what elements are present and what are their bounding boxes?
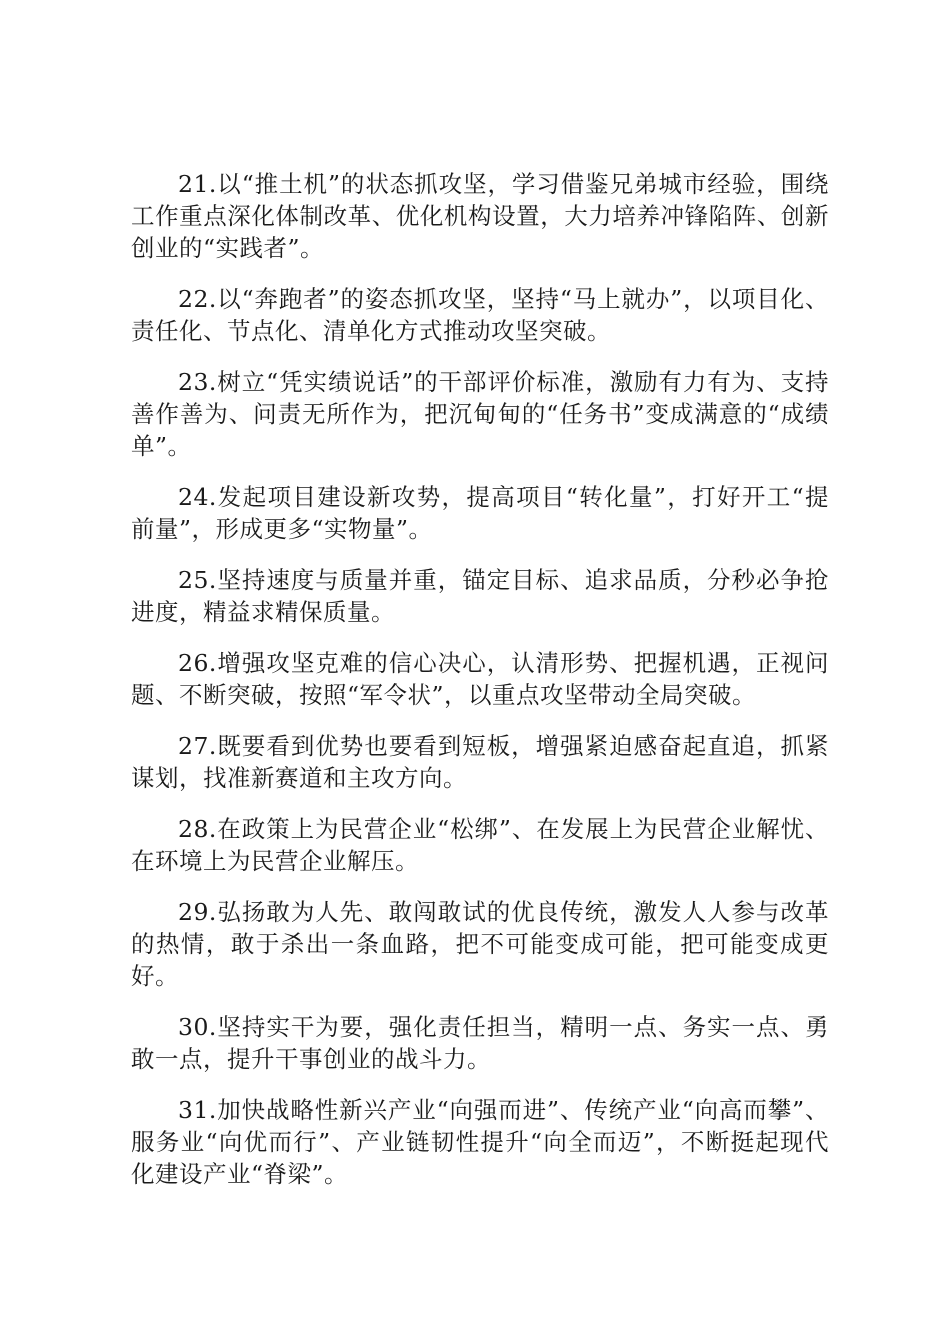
- document-body: [131, 168, 829, 1209]
- paragraph-27: 27.既要看到优势也要看到短板，增强紧迫感奋起直追，抓紧谋划，找准新赛道和主攻方向。: [131, 732, 829, 792]
- paragraph-31: 31.加快战略性新兴产业“向强而进”、传统产业“向高而攀”、服务业“向优而行”、产业链韧性提升“向全而迈”，不断挺起现代化建设产业“脊梁”。: [131, 1096, 829, 1188]
- paragraph-22: 22.以“奔跑者”的姿态抓攻坚，坚持“马上就办”，以项目化、责任化、节点化、清单化方式推动攻坚突破。: [131, 285, 829, 345]
- paragraph-24: 24.发起项目建设新攻势，提高项目“转化量”，打好开工“提前量”，形成更多“实物量”。: [131, 483, 829, 543]
- paragraph-23: 23.树立“凭实绩说话”的干部评价标准，激励有力有为、支持善作善为、问责无所作为，把沉甸甸的“任务书”变成满意的“成绩单”。: [131, 368, 829, 460]
- paragraph-29: 29.弘扬敢为人先、敢闯敢试的优良传统，激发人人参与改革的热情，敢于杀出一条血路，把不可能变成可能，把可能变成更好。: [131, 898, 829, 990]
- paragraph-25: 25.坚持速度与质量并重，锚定目标、追求品质，分秒必争抢进度，精益求精保质量。: [131, 566, 829, 626]
- paragraph-30: 30.坚持实干为要，强化责任担当，精明一点、务实一点、勇敢一点，提升干事创业的战斗力。: [131, 1013, 829, 1073]
- paragraph-26: 26.增强攻坚克难的信心决心，认清形势、把握机遇，正视问题、不断突破，按照“军令状”，以重点攻坚带动全局突破。: [131, 649, 829, 709]
- paragraph-21: 21.以“推土机”的状态抓攻坚，学习借鉴兄弟城市经验，围绕工作重点深化体制改革、优化机构设置，大力培养冲锋陷阵、创新创业的“实践者”。: [131, 170, 829, 262]
- paragraph-28: 28.在政策上为民营企业“松绑”、在发展上为民营企业解忧、在环境上为民营企业解压。: [131, 815, 829, 875]
